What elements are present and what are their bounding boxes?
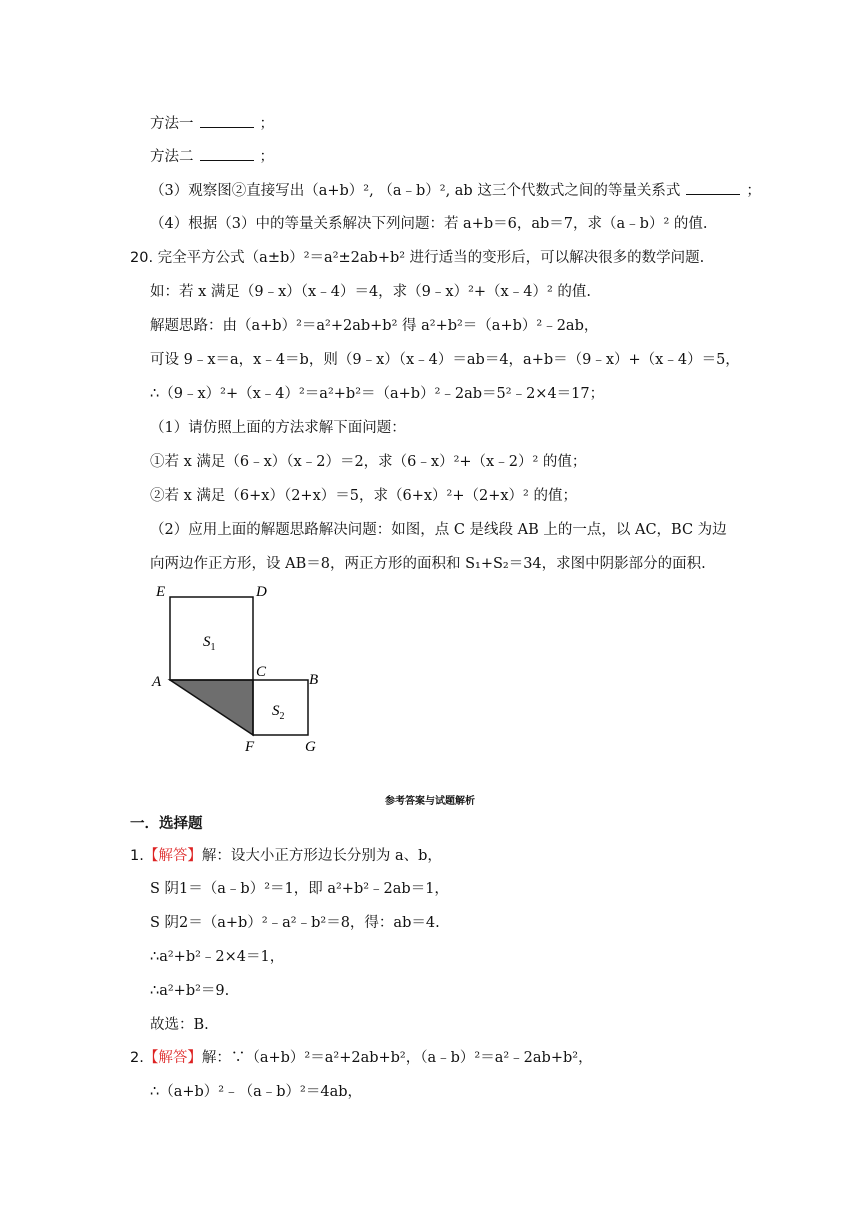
substitution-line: 可设 9﹣x＝a，x﹣4＝b，则（9﹣x）（x﹣4）＝ab＝4，a+b＝（9﹣x）+（x﹣4）＝5， xyxy=(150,352,740,368)
answer-1-line-4: ∴a²+b²﹣2×4＝1， xyxy=(150,949,285,965)
squares-diagram xyxy=(150,580,330,755)
label-s2: $S_2$ xyxy=(272,703,285,722)
answers-title: 参考答案与试题解析 xyxy=(385,796,475,807)
section-heading: 一．选择题 xyxy=(130,816,203,832)
answer-2-text: 解：∵（a+b）²＝a²+2ab+b²，（a﹣b）²＝a²﹣2ab+b²， xyxy=(201,1050,593,1066)
shaded-triangle xyxy=(170,680,253,735)
label-e: E xyxy=(156,584,166,600)
answer-1-tag: 【解答】 xyxy=(143,848,202,864)
question-3-end: ； xyxy=(746,183,761,199)
answer-1-line xyxy=(130,846,442,866)
example-line: 如：若 x 满足（9﹣x）（x﹣4）＝4，求（9﹣x）²+（x﹣4）² 的值. xyxy=(150,284,591,300)
label-b: B xyxy=(309,672,319,688)
method-one-end: ； xyxy=(259,116,274,132)
label-a: A xyxy=(152,674,162,690)
label-g: G xyxy=(305,739,316,755)
answer-2-number: 2. xyxy=(130,1050,144,1066)
subquestion-2-cont-line: 向两边作正方形，设 AB＝8，两正方形的面积和 S₁+S₂＝34，求图中阴影部分的面积. xyxy=(150,556,706,572)
answer-1-number: 1. xyxy=(130,848,144,864)
subquestion-1a-line: ①若 x 满足（6﹣x）（x﹣2）＝2，求（6﹣x）²+（x﹣2）² 的值； xyxy=(150,454,587,470)
answer-1-line-3: S 阴2＝（a+b）²﹣a²﹣b²＝8，得：ab＝4. xyxy=(150,915,440,931)
method-two-label: 方法二 xyxy=(150,149,194,165)
thinking-line: 解题思路：由（a+b）²＝a²+2ab+b² 得 a²+b²＝（a+b）²﹣2ab， xyxy=(150,318,599,334)
label-c: C xyxy=(256,664,267,680)
subquestion-1b-line: ②若 x 满足（6+x）（2+x）＝5，求（6+x）²+（2+x）² 的值； xyxy=(150,488,577,504)
square-s2 xyxy=(253,680,308,735)
label-s1: $S_1$ xyxy=(203,634,216,653)
method-one-line xyxy=(150,113,274,134)
subquestion-2-line: （2）应用上面的解题思路解决问题：如图，点 C 是线段 AB 上的一点，以 AC，BC 为边 xyxy=(150,522,727,538)
answer-1-line-2: S 阴1＝（a﹣b）²＝1，即 a²+b²﹣2ab＝1， xyxy=(150,881,449,897)
label-f: F xyxy=(245,739,255,755)
answer-2-tag: 【解答】 xyxy=(143,1050,202,1066)
method-two-end: ； xyxy=(259,149,274,165)
question-4-line: （4）根据（3）中的等量关系解决下列问题：若 a+b＝6，ab＝7，求（a﹣b）² 的值. xyxy=(150,216,708,232)
question-3-text: （3）观察图②直接写出（a+b）², （a﹣b）², ab 这三个代数式之间的等量关系式 xyxy=(150,183,681,199)
method-one-label: 方法一 xyxy=(150,116,194,132)
question-number: 20. xyxy=(130,250,154,266)
squares-figure xyxy=(150,580,330,755)
answer-2-line-2: ∴（a+b）²﹣（a﹣b）²＝4ab， xyxy=(150,1084,363,1100)
square-s1 xyxy=(170,597,253,680)
question-20-line xyxy=(130,248,704,268)
conclusion-line: ∴（9﹣x）²+（x﹣4）²＝a²+b²＝（a+b）²﹣2ab＝5²﹣2×4＝17； xyxy=(150,386,605,402)
label-d: D xyxy=(256,584,267,600)
subquestion-1-line: （1）请仿照上面的方法求解下面问题： xyxy=(150,420,406,436)
question-20-text: 完全平方公式（a±b）²＝a²±2ab+b² 进行适当的变形后，可以解决很多的数学问题. xyxy=(157,250,705,266)
method-two-blank xyxy=(200,146,254,161)
question-3-line xyxy=(150,180,761,201)
answer-1-line-5: ∴a²+b²＝9. xyxy=(150,983,230,999)
question-3-blank xyxy=(686,180,740,195)
method-two-line xyxy=(150,146,274,167)
answer-2-line xyxy=(130,1048,593,1068)
answer-1-text: 解：设大小正方形边长分别为 a、b， xyxy=(201,848,442,864)
method-one-blank xyxy=(200,113,254,128)
answer-1-line-6: 故选：B. xyxy=(150,1017,209,1033)
